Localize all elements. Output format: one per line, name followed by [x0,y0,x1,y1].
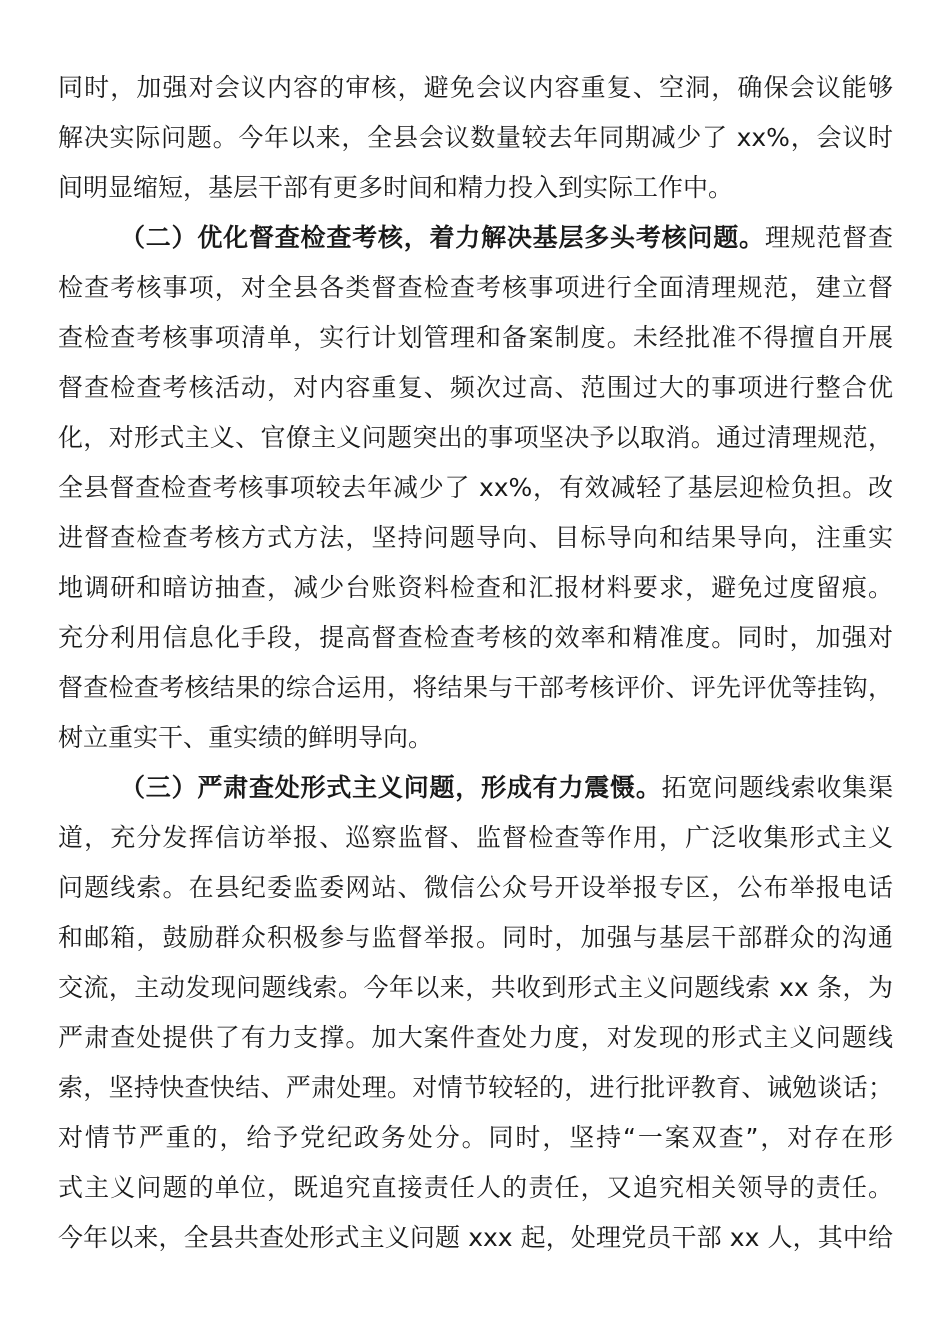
paragraph-3-line-6: 严肃查处提供了有力支撑。加大案件查处力度，对发现的形式主义问题线 [58,1023,893,1052]
paragraph-2-line-6: 全县督查检查考核事项较去年减少了 xx%，有效减轻了基层迎检负担。改 [58,473,893,502]
paragraph-2-line-11: 树立重实干、重实绩的鲜明导向。 [58,723,434,752]
paragraph-2-line-9: 充分利用信息化手段，提高督查检查考核的效率和精准度。同时，加强对 [58,623,893,652]
paragraph-2-line-5: 化，对形式主义、官僚主义问题突出的事项坚决予以取消。通过清理规范， [58,423,893,452]
paragraph-2-line-8: 地调研和暗访抽查，减少台账资料检查和汇报材料要求，避免过度留痕。 [58,573,893,602]
paragraph-1-line-3: 间明显缩短，基层干部有更多时间和精力投入到实际工作中。 [58,173,734,202]
paragraph-3-line-2: 道，充分发挥信访举报、巡察监督、监督检查等作用，广泛收集形式主义 [58,823,893,852]
paragraph-3-line-4: 和邮箱，鼓励群众积极参与监督举报。同时，加强与基层干部群众的沟通 [58,923,893,952]
paragraph-2-line-10: 督查检查考核结果的综合运用，将结果与干部考核评价、评先评优等挂钩， [58,673,893,702]
paragraph-3-line-3: 问题线索。在县纪委监委网站、微信公众号开设举报专区，公布举报电话 [58,873,893,902]
paragraph-1-line-1: 同时，加强对会议内容的审核，避免会议内容重复、空洞，确保会议能够 [58,73,893,102]
paragraph-2-first-line-text: 理规范督查 [764,223,893,252]
paragraph-1-line-2: 解决实际问题。今年以来，全县会议数量较去年同期减少了 xx%，会议时 [58,123,893,152]
paragraph-3-first-line-text: 拓宽问题线索收集渠 [661,773,893,802]
section-2-heading: （二）优化督查检查考核，着力解决基层多头考核问题。 [120,223,765,252]
paragraph-3-first-line [120,763,893,813]
paragraph-3-line-9: 式主义问题的单位，既追究直接责任人的责任，又追究相关领导的责任。 [58,1173,893,1202]
paragraph-3-line-8: 对情节严重的，给予党纪政务处分。同时，坚持“一案双查”，对存在形 [58,1123,893,1152]
paragraph-3-line-7: 索，坚持快查快结、严肃处理。对情节较轻的，进行批评教育、诫勉谈话； [58,1073,893,1102]
paragraph-2-line-3: 查检查考核事项清单，实行计划管理和备案制度。未经批准不得擅自开展 [58,323,893,352]
section-3-heading: （三）严肃查处形式主义问题，形成有力震慑。 [120,773,662,802]
paragraph-2-line-4: 督查检查考核活动，对内容重复、频次过高、范围过大的事项进行整合优 [58,373,893,402]
paragraph-2-line-7: 进督查检查考核方式方法，坚持问题导向、目标导向和结果导向，注重实 [58,523,893,552]
paragraph-3-line-10: 今年以来，全县共查处形式主义问题 xxx 起，处理党员干部 xx 人，其中给 [58,1223,893,1252]
paragraph-2-first-line [120,213,893,263]
paragraph-3-line-5: 交流，主动发现问题线索。今年以来，共收到形式主义问题线索 xx 条，为 [58,973,893,1002]
paragraph-2-line-2: 检查考核事项，对全县各类督查检查考核事项进行全面清理规范，建立督 [58,273,893,302]
